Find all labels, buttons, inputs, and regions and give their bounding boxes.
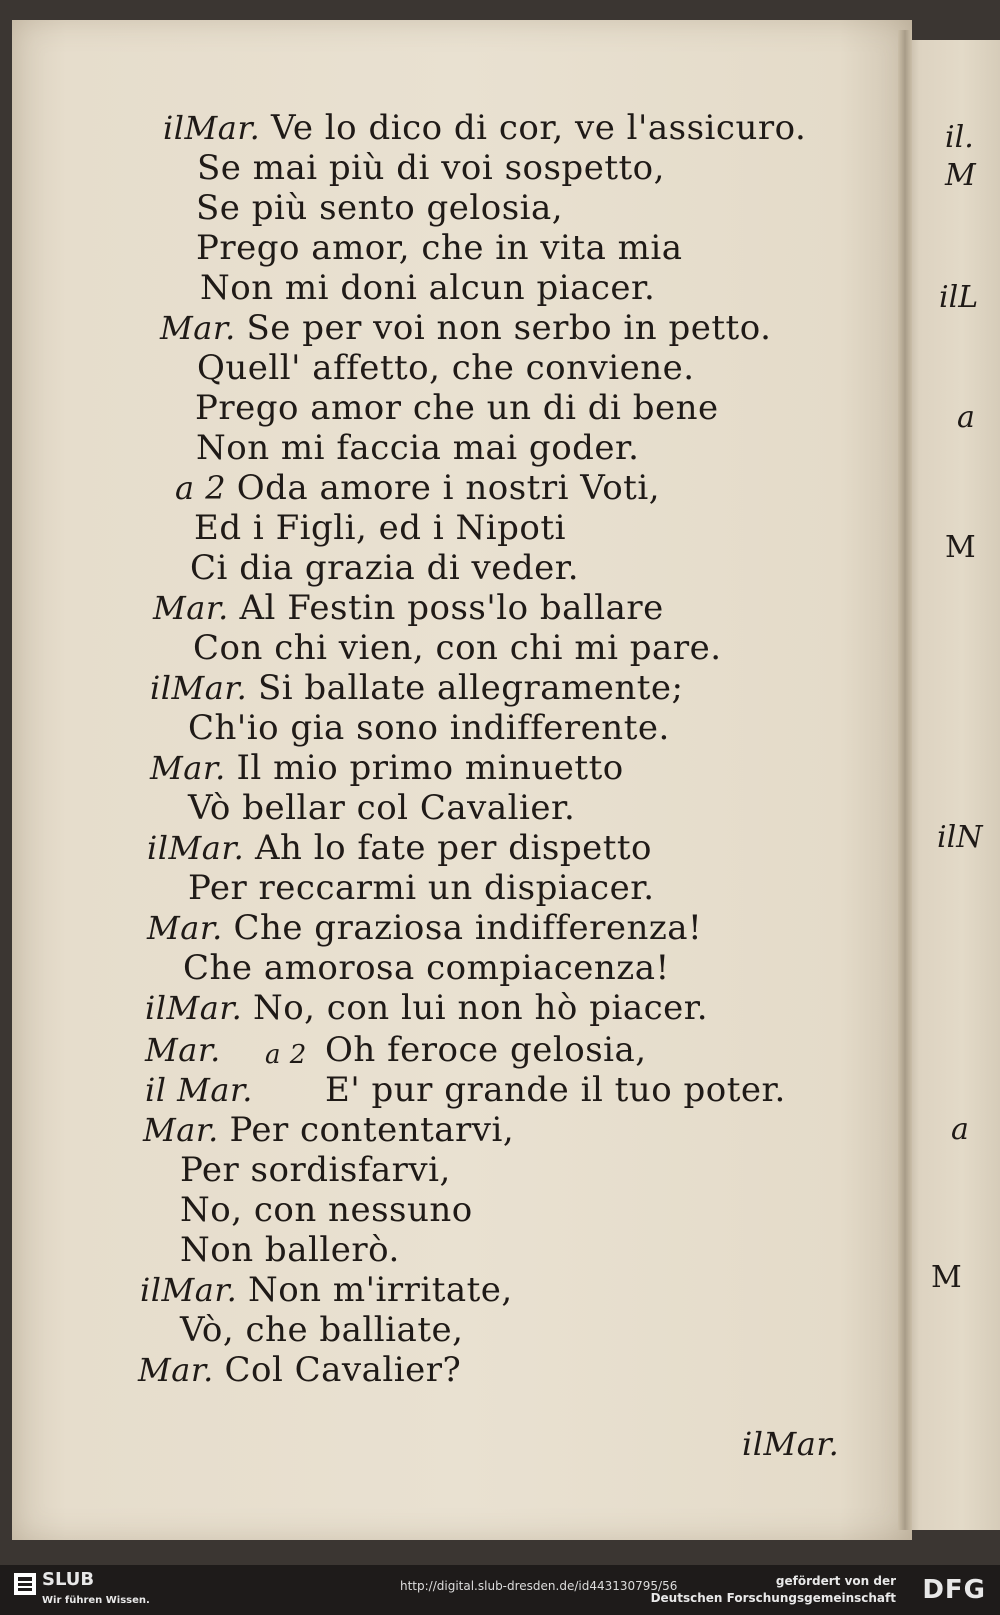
facing-page <box>905 40 1000 1530</box>
verse-text: Col Cavalier? <box>224 1350 462 1390</box>
verse-text: E' pur grande il tuo poter. <box>325 1070 786 1110</box>
verse-line <box>140 1270 513 1310</box>
facing-fragment: a <box>957 400 975 435</box>
verse-line <box>193 628 722 668</box>
slub-logo-icon <box>14 1573 36 1595</box>
facing-fragment: a <box>951 1112 969 1147</box>
verse-line <box>175 468 660 508</box>
facing-fragment: M <box>945 530 976 565</box>
facing-fragment: ilN <box>937 820 983 855</box>
verse-line <box>180 1310 463 1350</box>
verse-text: Ve lo dico di cor, ve l'assicuro. <box>270 108 807 148</box>
verse-line <box>150 668 683 708</box>
catchword: ilMar. <box>742 1425 840 1463</box>
speaker-label: ilMar. <box>145 989 253 1027</box>
verse-line <box>160 308 771 348</box>
facing-fragment: M <box>931 1260 962 1295</box>
verse-text: Oda amore i nostri Voti, <box>236 468 661 508</box>
facing-fragment: il. <box>945 120 974 155</box>
verse-line <box>196 188 563 228</box>
verse-text: Ed i Figli, ed i Nipoti <box>194 508 566 548</box>
speaker-label: Mar. <box>153 589 240 627</box>
verse-line <box>194 508 566 548</box>
verse-text: Prego amor, che in vita mia <box>196 228 683 268</box>
verse-line <box>195 388 719 428</box>
verse-text: Per sordisfarvi, <box>180 1150 451 1190</box>
verse-line <box>190 548 579 588</box>
verse-line <box>180 1230 400 1270</box>
verse-text: Prego amor che un di di bene <box>195 388 719 428</box>
verse-line <box>188 868 655 908</box>
dfg-logo: DFG <box>922 1575 986 1605</box>
verse-line <box>188 788 575 828</box>
verse-text: Il mio primo minuetto <box>236 748 624 788</box>
speaker-label: Mar. <box>160 309 247 347</box>
verse-text: Oh feroce gelosia, <box>325 1030 647 1070</box>
verse-text: Non m'irritate, <box>247 1270 513 1310</box>
facing-fragment: M <box>945 158 976 193</box>
speaker-label: Mar. <box>150 749 237 787</box>
verse-line <box>145 1030 647 1070</box>
verse-line <box>138 1350 461 1390</box>
verse-text: Che amorosa compiacenza! <box>183 948 670 988</box>
speaker-label: il Mar. <box>145 1071 253 1109</box>
verse-text: Che graziosa indifferenza! <box>233 908 703 948</box>
verse-text: Ch'io gia sono indifferente. <box>188 708 670 748</box>
speaker-label: ilMar. <box>147 829 255 867</box>
verse-text: Ah lo fate per dispetto <box>254 828 653 868</box>
verse-line <box>197 148 665 188</box>
verse-text: No, con lui non hò piacer. <box>252 988 709 1028</box>
verse-line <box>163 108 806 148</box>
library-name: SLUB <box>42 1569 95 1590</box>
verse-line <box>180 1150 451 1190</box>
verse-line <box>200 268 655 308</box>
library-tagline: Wir führen Wissen. <box>42 1595 150 1606</box>
verse-line <box>147 828 652 868</box>
verse-line <box>196 228 683 268</box>
verse-line <box>153 588 664 628</box>
speaker-label: Mar. <box>147 909 234 947</box>
verse-line <box>147 908 702 948</box>
speaker-label: ilMar. <box>150 669 258 707</box>
verse-text: Vò bellar col Cavalier. <box>188 788 576 828</box>
verse-text: Quell' affetto, che conviene. <box>197 348 695 388</box>
verse-text: Non ballerò. <box>180 1230 400 1270</box>
verse-line <box>196 428 639 468</box>
verse-text: Si ballate allegramente; <box>257 668 684 708</box>
funding-note <box>651 1573 896 1607</box>
verse-text: Se più sento gelosia, <box>196 188 564 228</box>
speaker-label: ilMar. <box>140 1271 248 1309</box>
verse-text: No, con nessuno <box>180 1190 473 1230</box>
permalink[interactable]: http://digital.slub-dresden.de/id443130795/56 <box>400 1579 678 1593</box>
speaker-label: Mar. <box>138 1351 225 1389</box>
verse-line <box>180 1190 473 1230</box>
verse-text: Ci dia grazia di veder. <box>190 548 580 588</box>
book-gutter <box>898 30 912 1530</box>
verse-text: Vò, che balliate, <box>180 1310 464 1350</box>
funding-line-1: gefördert von der <box>775 1574 896 1588</box>
funding-line-2: Deutschen Forschungsgemeinschaft <box>650 1591 896 1605</box>
verse-text: Se mai più di voi sospetto, <box>197 148 665 188</box>
facing-fragment: ilL <box>939 280 979 315</box>
verse-text: Se per voi non serbo in petto. <box>246 308 772 348</box>
speaker-label: ilMar. <box>163 109 271 147</box>
verse-text: Non mi doni alcun piacer. <box>200 268 656 308</box>
verse-text: Per reccarmi un dispiacer. <box>188 868 655 908</box>
verse-text: Al Festin poss'lo ballare <box>239 588 664 628</box>
verse-line <box>143 1110 514 1150</box>
verse-line <box>145 1070 786 1110</box>
duet-marker: a 2 <box>265 1040 307 1070</box>
verse-line <box>197 348 695 388</box>
viewer-footer <box>0 1565 1000 1615</box>
verse-line <box>188 708 670 748</box>
speaker-label: Mar. <box>143 1111 230 1149</box>
speaker-label: Mar. <box>145 1031 221 1069</box>
verse-text: Con chi vien, con chi mi pare. <box>193 628 722 668</box>
verse-line <box>145 988 708 1028</box>
speaker-label: a 2 <box>175 469 237 507</box>
verse-line <box>150 748 624 788</box>
verse-line <box>183 948 670 988</box>
verse-text: Per contentarvi, <box>229 1110 515 1150</box>
verse-text: Non mi faccia mai goder. <box>196 428 640 468</box>
